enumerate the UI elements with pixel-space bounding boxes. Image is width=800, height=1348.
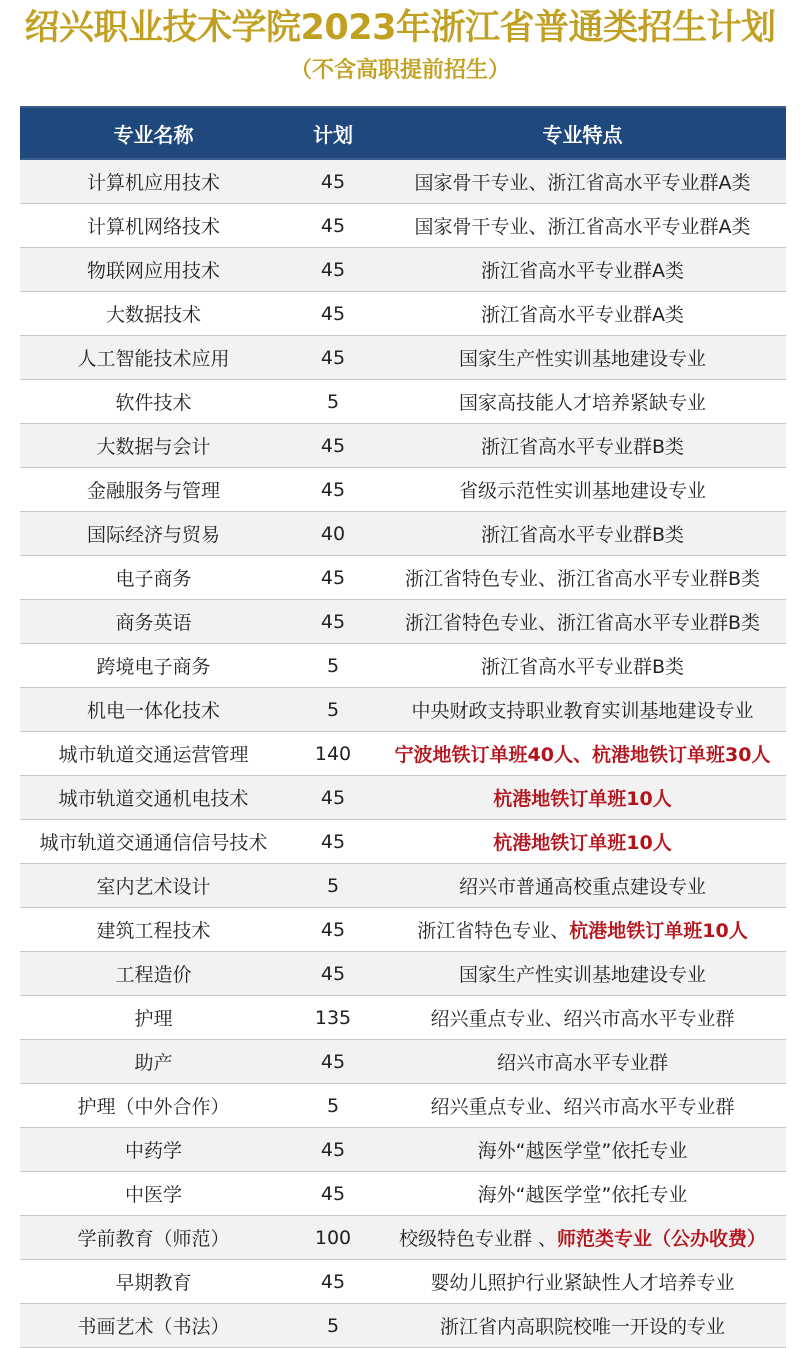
- feature-cell: [379, 1128, 786, 1172]
- feature-text: 国家生产性实训基地建设专业: [458, 964, 706, 986]
- feature-highlight-text: 杭港地铁订单班10人: [493, 788, 672, 810]
- feature-text: 浙江省特色专业、: [417, 920, 570, 942]
- table-row: [20, 468, 786, 512]
- table-row: [20, 556, 786, 600]
- feature-cell: [379, 1304, 786, 1348]
- feature-highlight-text: 杭港地铁订单班10人: [569, 920, 748, 942]
- major-name-cell: 软件技术: [20, 380, 287, 424]
- feature-text: 婴幼儿照护行业紧缺性人才培养专业: [430, 1272, 735, 1294]
- plan-count-cell: 5: [287, 1084, 379, 1128]
- plan-count-cell: 45: [287, 468, 379, 512]
- feature-cell: [379, 336, 786, 380]
- major-name-cell: 室内艺术设计: [20, 864, 287, 908]
- plan-count-cell: 5: [287, 1304, 379, 1348]
- major-name-cell: 学前教育（师范）: [20, 1216, 287, 1260]
- table-row: [20, 600, 786, 644]
- feature-cell: [379, 556, 786, 600]
- feature-cell: [379, 908, 786, 952]
- feature-cell: [379, 204, 786, 248]
- table-row: [20, 996, 786, 1040]
- table-body: [20, 159, 786, 1348]
- feature-text: 绍兴重点专业、绍兴市高水平专业群: [430, 1096, 735, 1118]
- feature-cell: [379, 952, 786, 996]
- table-header-row: [20, 107, 786, 159]
- column-header-major: 专业名称: [20, 107, 287, 159]
- table-row: [20, 424, 786, 468]
- major-name-cell: 书画艺术（书法）: [20, 1304, 287, 1348]
- major-name-cell: 国际经济与贸易: [20, 512, 287, 556]
- major-name-cell: 城市轨道交通通信信号技术: [20, 820, 287, 864]
- plan-count-cell: 45: [287, 556, 379, 600]
- major-name-cell: 机电一体化技术: [20, 688, 287, 732]
- feature-cell: [379, 820, 786, 864]
- plan-count-cell: 45: [287, 159, 379, 204]
- enrollment-plan-table: [20, 106, 786, 1348]
- table-row: [20, 248, 786, 292]
- major-name-cell: 早期教育: [20, 1260, 287, 1304]
- plan-count-cell: 5: [287, 644, 379, 688]
- plan-count-cell: 45: [287, 820, 379, 864]
- feature-text: 中央财政支持职业教育实训基地建设专业: [411, 700, 754, 722]
- table-row: [20, 336, 786, 380]
- feature-text: 浙江省内高职院校唯一开设的专业: [439, 1316, 725, 1338]
- plan-count-cell: 45: [287, 776, 379, 820]
- feature-text: 浙江省高水平专业群B类: [480, 436, 685, 458]
- feature-cell: [379, 732, 786, 776]
- feature-cell: [379, 292, 786, 336]
- feature-cell: [379, 159, 786, 204]
- table-row: [20, 688, 786, 732]
- plan-count-cell: 140: [287, 732, 379, 776]
- table-row: [20, 864, 786, 908]
- major-name-cell: 物联网应用技术: [20, 248, 287, 292]
- plan-count-cell: 45: [287, 336, 379, 380]
- feature-cell: [379, 1216, 786, 1260]
- major-name-cell: 计算机应用技术: [20, 159, 287, 204]
- page-subtitle: （不含高职提前招生）: [289, 58, 510, 83]
- feature-highlight-text: 杭港地铁订单班10人: [493, 832, 672, 854]
- table-row: [20, 820, 786, 864]
- feature-cell: [379, 424, 786, 468]
- plan-count-cell: 45: [287, 1260, 379, 1304]
- table-row: [20, 204, 786, 248]
- major-name-cell: 护理（中外合作）: [20, 1084, 287, 1128]
- feature-text: 浙江省高水平专业群A类: [481, 304, 684, 326]
- feature-text: 国家骨干专业、浙江省高水平专业群A类: [414, 172, 751, 194]
- table-row: [20, 380, 786, 424]
- plan-count-cell: 5: [287, 380, 379, 424]
- feature-cell: [379, 688, 786, 732]
- major-name-cell: 建筑工程技术: [20, 908, 287, 952]
- feature-text: 国家高技能人才培养紧缺专业: [458, 392, 706, 414]
- feature-cell: [379, 600, 786, 644]
- column-header-feature: 专业特点: [379, 107, 786, 159]
- feature-cell: [379, 1084, 786, 1128]
- feature-highlight-text: 师范类专业（公办收费）: [557, 1228, 767, 1250]
- major-name-cell: 工程造价: [20, 952, 287, 996]
- plan-count-cell: 45: [287, 600, 379, 644]
- feature-text: 浙江省高水平专业群B类: [480, 656, 685, 678]
- feature-cell: [379, 864, 786, 908]
- table-row: [20, 159, 786, 204]
- table-row: [20, 1040, 786, 1084]
- plan-count-cell: 45: [287, 1128, 379, 1172]
- table-row: [20, 512, 786, 556]
- table-row: [20, 1216, 786, 1260]
- table-row: [20, 732, 786, 776]
- feature-text: 国家生产性实训基地建设专业: [458, 348, 706, 370]
- table-row: [20, 1084, 786, 1128]
- plan-count-cell: 40: [287, 512, 379, 556]
- major-name-cell: 人工智能技术应用: [20, 336, 287, 380]
- major-name-cell: 城市轨道交通机电技术: [20, 776, 287, 820]
- page-title: 绍兴职业技术学院2023年浙江省普通类招生计划: [24, 8, 776, 48]
- feature-cell: [379, 248, 786, 292]
- plan-count-cell: 5: [287, 864, 379, 908]
- feature-cell: [379, 380, 786, 424]
- column-header-plan: 计划: [287, 107, 379, 159]
- plan-count-cell: 45: [287, 424, 379, 468]
- feature-cell: [379, 996, 786, 1040]
- feature-text: 浙江省特色专业、浙江省高水平专业群B类: [404, 612, 761, 634]
- feature-text: 绍兴重点专业、绍兴市高水平专业群: [430, 1008, 735, 1030]
- feature-cell: [379, 1260, 786, 1304]
- major-name-cell: 护理: [20, 996, 287, 1040]
- major-name-cell: 跨境电子商务: [20, 644, 287, 688]
- table-row: [20, 1304, 786, 1348]
- table-row: [20, 292, 786, 336]
- plan-count-cell: 5: [287, 688, 379, 732]
- feature-cell: [379, 644, 786, 688]
- table-row: [20, 1260, 786, 1304]
- major-name-cell: 大数据技术: [20, 292, 287, 336]
- feature-text: 浙江省高水平专业群B类: [480, 524, 685, 546]
- table-row: [20, 644, 786, 688]
- table-row: [20, 1128, 786, 1172]
- feature-text: 浙江省特色专业、浙江省高水平专业群B类: [404, 568, 761, 590]
- major-name-cell: 电子商务: [20, 556, 287, 600]
- table-row: [20, 1172, 786, 1216]
- feature-cell: [379, 776, 786, 820]
- plan-count-cell: 100: [287, 1216, 379, 1260]
- major-name-cell: 助产: [20, 1040, 287, 1084]
- table-row: [20, 776, 786, 820]
- plan-count-cell: 45: [287, 952, 379, 996]
- major-name-cell: 商务英语: [20, 600, 287, 644]
- plan-count-cell: 45: [287, 204, 379, 248]
- major-name-cell: 金融服务与管理: [20, 468, 287, 512]
- feature-text: 省级示范性实训基地建设专业: [458, 480, 706, 502]
- plan-count-cell: 45: [287, 1040, 379, 1084]
- feature-cell: [379, 1172, 786, 1216]
- feature-text: 海外“越医学堂”依托专业: [477, 1184, 688, 1206]
- feature-text: 海外“越医学堂”依托专业: [477, 1140, 688, 1162]
- feature-cell: [379, 512, 786, 556]
- feature-highlight-text: 宁波地铁订单班40人、杭港地铁订单班30人: [394, 744, 771, 766]
- table-row: [20, 952, 786, 996]
- feature-text: 校级特色专业群 、: [398, 1228, 558, 1250]
- feature-text: 绍兴市普通高校重点建设专业: [458, 876, 706, 898]
- table-row: [20, 908, 786, 952]
- major-name-cell: 中药学: [20, 1128, 287, 1172]
- plan-count-cell: 45: [287, 908, 379, 952]
- major-name-cell: 大数据与会计: [20, 424, 287, 468]
- major-name-cell: 中医学: [20, 1172, 287, 1216]
- plan-count-cell: 135: [287, 996, 379, 1040]
- major-name-cell: 城市轨道交通运营管理: [20, 732, 287, 776]
- major-name-cell: 计算机网络技术: [20, 204, 287, 248]
- feature-text: 浙江省高水平专业群A类: [481, 260, 684, 282]
- plan-count-cell: 45: [287, 292, 379, 336]
- feature-text: 绍兴市高水平专业群: [496, 1052, 668, 1074]
- plan-count-cell: 45: [287, 1172, 379, 1216]
- feature-cell: [379, 468, 786, 512]
- plan-count-cell: 45: [287, 248, 379, 292]
- feature-cell: [379, 1040, 786, 1084]
- feature-text: 国家骨干专业、浙江省高水平专业群A类: [414, 216, 751, 238]
